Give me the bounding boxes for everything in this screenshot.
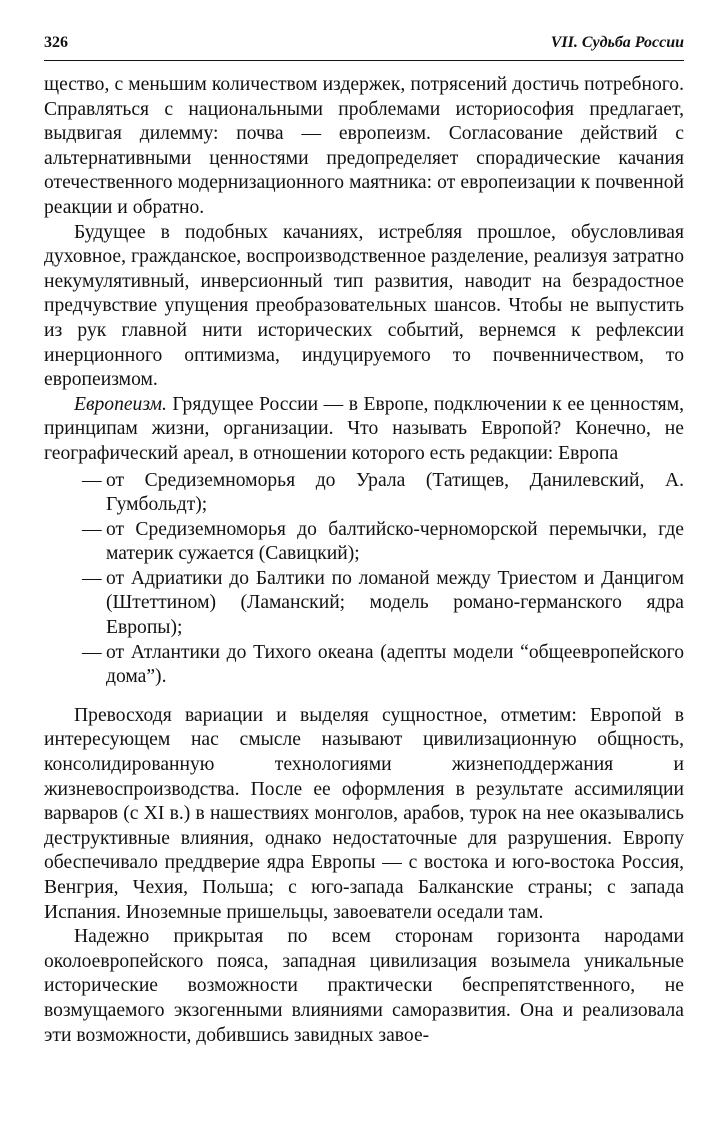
page-number: 326 bbox=[44, 34, 68, 51]
list-item: — от Атлантики до Тихого океана (адепты модели “общеевропейского дома”). bbox=[44, 641, 684, 690]
page-header bbox=[44, 34, 684, 61]
paragraph-1: щество, с меньшим количеством издержек, потрясений достичь потребного. Справляться с национальными проблемами историософия предлагает, выдвигая дилемму: почва — европеизм. Согласование действий с альтернативными ценностями предопределяет спорадические качания отечественного модернизационного маятника: от европеизации к почвенной реакции и обратно. bbox=[44, 74, 684, 218]
list-item: — от Адриатики до Балтики по ломаной между Триестом и Данцигом (Штеттином) (Ламанский; модель романо-германского ядра Европы); bbox=[44, 567, 684, 641]
body-text bbox=[44, 73, 684, 1048]
paragraph-5: Надежно прикрытая по всем сторонам горизонта народами околоевропейского пояса, западная цивилизация возымела уникальные исторические возможности практически беспрепятственного, не возмущаемого экзогенными влияниями саморазвития. Она и реализовала эти возможности, добившись завидных завое- bbox=[44, 926, 684, 1046]
list-item: — от Средиземноморья до Урала (Татищев, Данилевский, А. Гумбольдт); bbox=[44, 469, 684, 518]
paragraph-4: Превосходя вариации и выделяя сущностное, отметим: Европой в интересующем нас смысле называют цивилизационную общность, консолидированную технологиями жизнеподдержания и жизневоспроизводства. После ее оформления в результате ассимиляции варваров (с XI в.) в нашествиях монголов, арабов, турок на нее оказывались деструктивные влияния, однако недостаточные для разрушения. Европу обеспечивало преддверие ядра Европы — с востока и юго-востока Россия, Венгрия, Чехия, Польша; с юго-запада Балканские страны; с запада Испания. Иноземные пришельцы, завоеватели оседали там. bbox=[44, 704, 684, 923]
paragraph-3-text: Грядущее России — в Европе, подключении к ее ценностям, принципам жизни, организации. Что называть Европой? Конечно, не географический ареал, в отношении которого есть редакции: Европа bbox=[44, 393, 684, 464]
list-item: — от Средиземноморья до балтийско-черноморской перемычки, где материк сужается (Савицкий); bbox=[44, 518, 684, 567]
paragraph-2: Будущее в подобных качаниях, истребляя прошлое, обусловливая духовное, гражданское, воспроизводственное разделение, реализуя затратно некумулятивный, инверсионный тип развития, наводит на безрадостное предчувствие упущения преобразовательных шансов. Чтобы не выпустить из рук главной нити исторических событий, вернемся к рефлексии инерционного оптимизма, индуцируемого то почвенничеством, то европеизмом. bbox=[44, 221, 684, 391]
running-title: VII. Судьба России bbox=[550, 34, 684, 51]
paragraph-3 bbox=[44, 393, 684, 467]
term-europeanism: Европеизм. bbox=[74, 393, 167, 415]
book-page bbox=[44, 34, 684, 1048]
europe-definitions-list bbox=[44, 469, 684, 690]
